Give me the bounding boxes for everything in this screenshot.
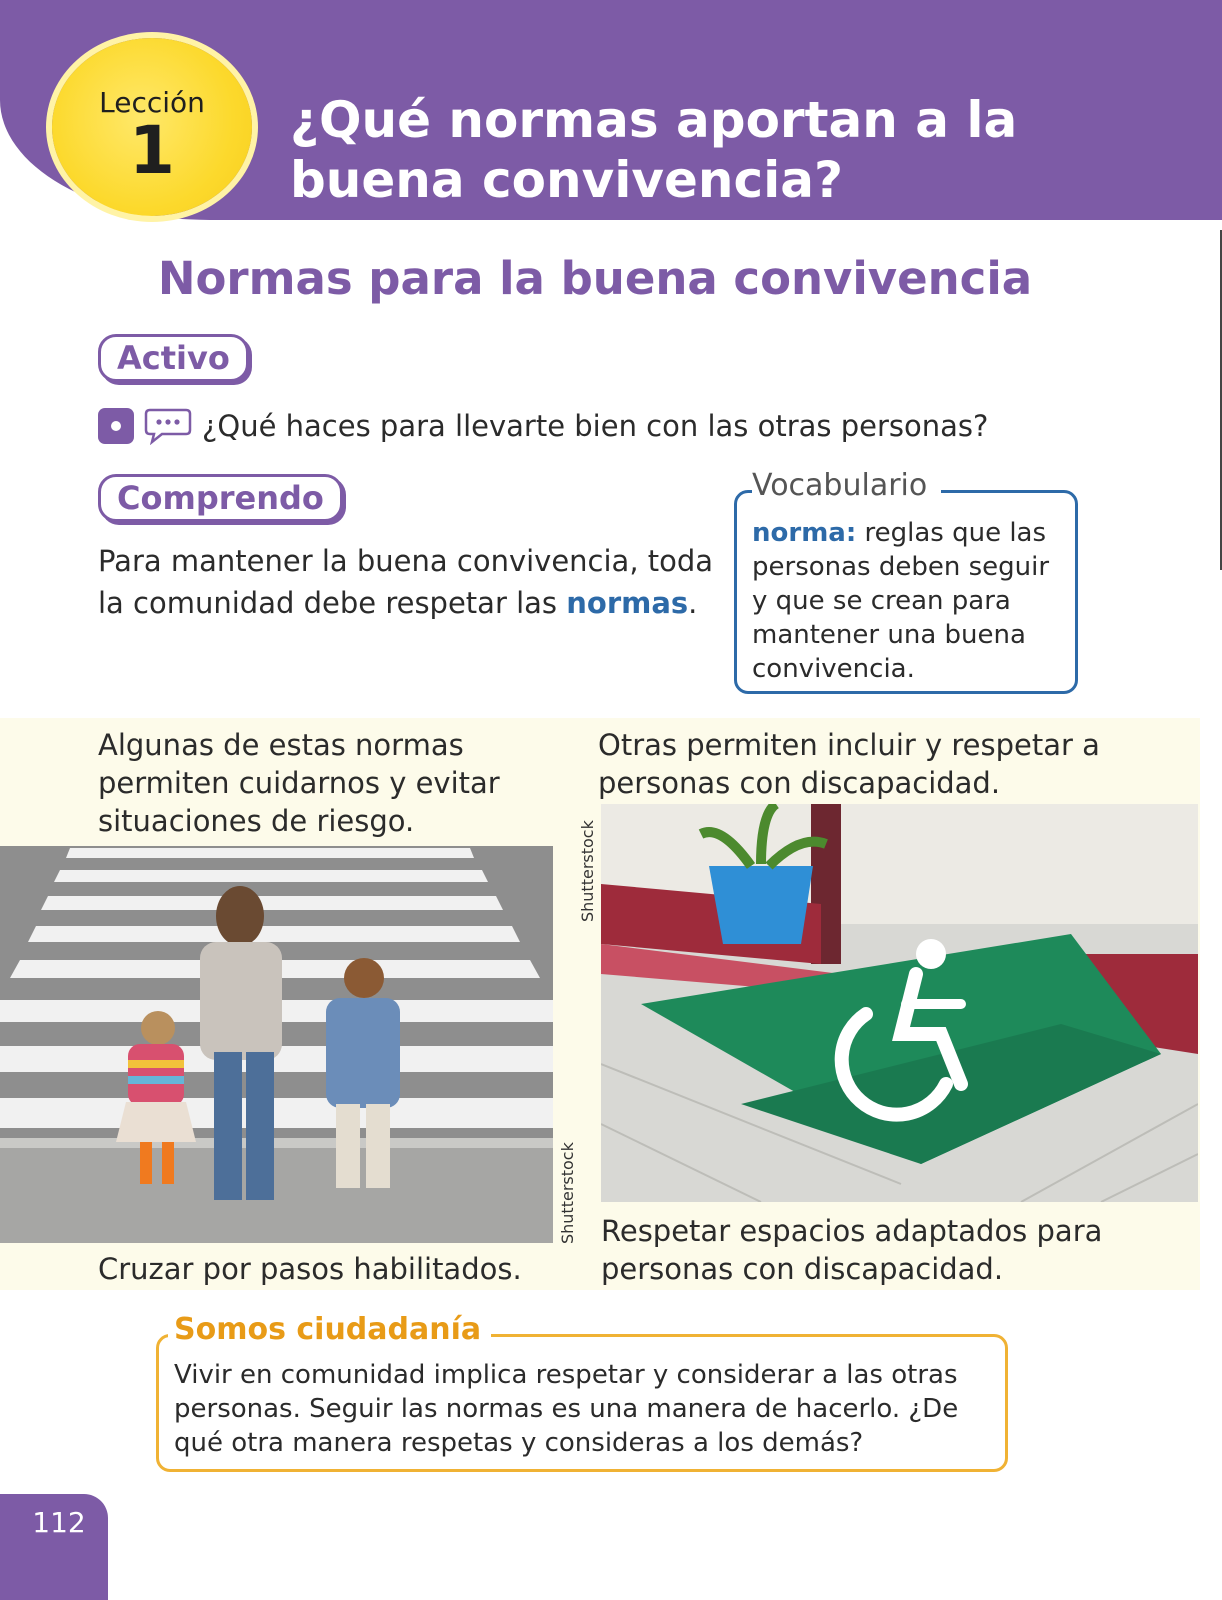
vocabulary-term: norma: (752, 518, 857, 548)
lesson-number: 1 (129, 112, 175, 189)
crosswalk-photo (0, 846, 553, 1243)
lesson-title (290, 90, 1190, 210)
comprendo-paragraph (98, 540, 738, 624)
comprendo-text-end: . (688, 586, 698, 620)
normas-keyword: normas (566, 586, 689, 620)
lesson-label: Lección (99, 86, 205, 119)
left-photo-credit: Shutterstock (558, 1142, 577, 1244)
ciudadania-heading: Somos ciudadanía (168, 1312, 491, 1347)
comprendo-text: Para mantener la buena convivencia, toda la comunidad debe respetar las (98, 544, 714, 620)
ciudadania-text: Vivir en comunidad implica respetar y considerar a las otras personas. Seguir las normas es una manera de hacerlo. ¿De qué otra manera respetas y consideras a los demás? (174, 1360, 959, 1458)
right-photo-credit: Shutterstock (578, 820, 597, 922)
accessible-ramp-photo (601, 804, 1198, 1202)
section-title: Normas para la buena convivencia (157, 252, 1033, 305)
vocabulary-definition (752, 516, 1072, 686)
vocabulary-definition-text: reglas que las personas deben seguir y que se crean para mantener una buena convivencia. (752, 518, 1050, 684)
activo-question: ¿Qué haces para llevarte bien con las otras personas? (202, 409, 989, 443)
right-photo-caption: Respetar espacios adaptados para personas con discapacidad. (601, 1214, 1103, 1286)
right-intro-text: Otras permiten incluir y respetar a personas con discapacidad. (598, 728, 1100, 800)
vocabulary-heading: Vocabulario (752, 468, 941, 503)
speech-bubble-icon (144, 407, 192, 445)
bullet-square-icon (98, 408, 134, 444)
left-photo-caption: Cruzar por pasos habilitados. (98, 1252, 522, 1286)
comprendo-label: Comprendo (98, 474, 343, 522)
activo-question-row (98, 404, 988, 448)
page-number: 112 (32, 1506, 86, 1539)
lesson-badge (52, 38, 252, 216)
left-intro-text: Algunas de estas normas permiten cuidarnos y evitar situaciones de riesgo. (98, 728, 500, 838)
lesson-title-line-1: ¿Qué normas aportan a la (290, 91, 1018, 149)
lesson-title-line-2: buena convivencia? (290, 151, 843, 209)
activo-label: Activo (98, 334, 249, 382)
